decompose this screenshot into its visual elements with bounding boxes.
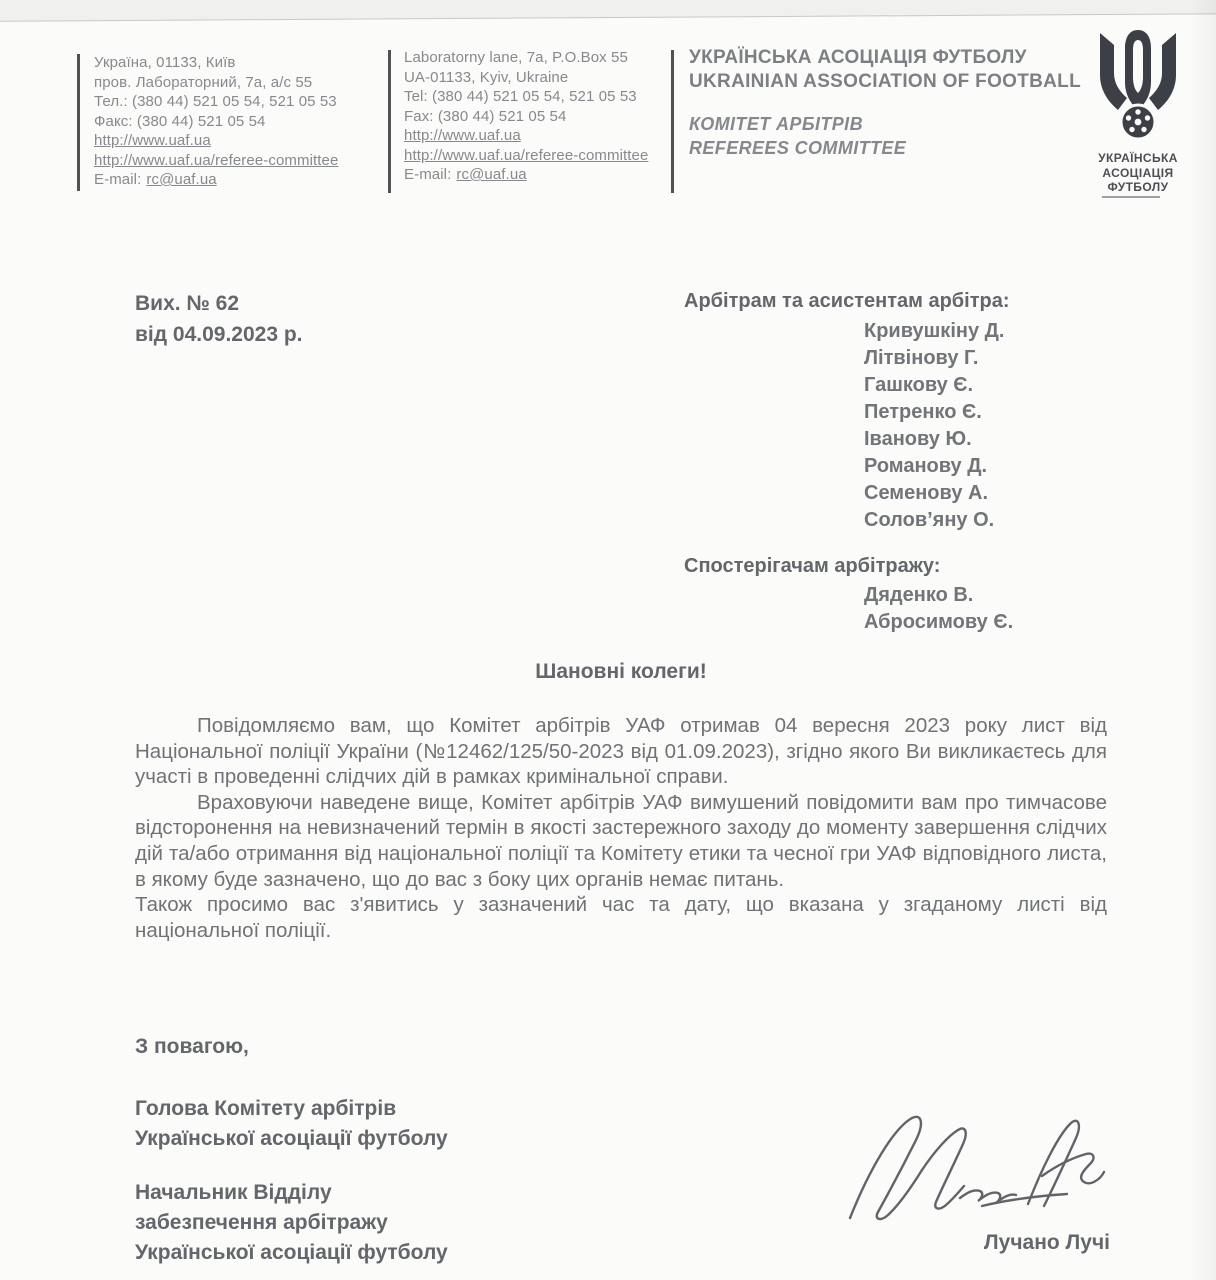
- organization-block: [689, 46, 1089, 160]
- header-divider-right: [671, 50, 674, 193]
- observers-heading: Спостерігачам арбітражу:: [684, 555, 941, 577]
- email-label: E-mail:: [94, 171, 142, 188]
- referees-list: [864, 318, 1004, 534]
- referee-name: Романову Д.: [864, 455, 988, 477]
- org-name-ua: УКРАЇНСЬКА АСОЦІАЦІЯ ФУТБОЛУ: [689, 47, 1027, 68]
- outgoing-reference: [135, 288, 303, 350]
- referee-name: Семенову А.: [864, 482, 988, 504]
- closing: З повагою,: [135, 1035, 249, 1058]
- title-line: Голова Комітету арбітрів: [135, 1097, 397, 1120]
- outgoing-date: від 04.09.2023 р.: [135, 323, 303, 346]
- uaf-trident-logo-icon: [1088, 28, 1188, 150]
- email-line: [404, 165, 674, 185]
- logo-caption-line: АСОЦІАЦІЯ: [1102, 165, 1174, 180]
- address-line: Факс: (380 44) 521 05 54: [94, 112, 266, 130]
- paragraph-1: Повідомляємо вам, що Комітет арбітрів УАФ отримав 04 вересня 2023 року лист від Національної поліції України (№12462/125/50-2023 від 01.09.2023), згідно якого Ви викликаєтесь для участі в проведенні слідчих дій в рамках кримінальної справи.: [135, 714, 1107, 789]
- address-line: Україна, 01133, Київ: [94, 54, 236, 71]
- referees-heading: Арбітрам та асистентам арбітра:: [684, 290, 1010, 312]
- paragraph-2: Враховуючи наведене вище, Комітет арбітрів УАФ вимушений повідомити вам про тимчасове відсторонення на невизначений термін в якості застережного заходу до моменту завершення слідчих дій та/або отримання від національної поліції та Комітету етики та чесної гри УАФ відповідного листа, в якому буде зазначено, що до вас з боку цих органів немає питань.: [135, 790, 1107, 891]
- logo-underline: [1102, 196, 1160, 198]
- address-line: пров. Лабораторний, 7а, а/с 55: [94, 73, 313, 91]
- logo-caption: [1078, 151, 1198, 195]
- letter-body: [135, 713, 1107, 943]
- header-divider-left: [77, 54, 80, 191]
- signer-title-head-of-department: [135, 1178, 448, 1268]
- email-address: rc@uaf.ua: [146, 171, 217, 188]
- referee-committee-url: http://www.uaf.ua/referee-committee: [404, 146, 649, 164]
- observer-name: Дяденко В.: [864, 584, 974, 606]
- title-line: Начальник Відділу: [135, 1181, 332, 1204]
- address-line: Fax: (380 44) 521 05 54: [404, 107, 567, 125]
- committee-name-en: REFEREES COMMITTEE: [689, 138, 907, 158]
- observer-name: Абросимову Є.: [864, 611, 1014, 633]
- referee-committee-url: http://www.uaf.ua/referee-committee: [94, 151, 339, 169]
- referee-name: Кривушкіну Д.: [864, 320, 1005, 342]
- address-column-ua: [94, 53, 374, 190]
- signer-title-head-of-committee: [135, 1094, 448, 1154]
- referee-name: Петренко Є.: [864, 401, 982, 423]
- outgoing-number: Вих. № 62: [135, 292, 240, 315]
- title-line: Української асоціації футболу: [135, 1127, 448, 1150]
- signer-name: Лучано Лучі: [983, 1231, 1110, 1254]
- org-name-en: UKRAINIAN ASSOCIATION OF FOOTBALL: [689, 71, 1081, 92]
- referee-name: Солов’яну О.: [864, 509, 995, 531]
- address-column-en: [404, 48, 674, 185]
- address-line: Laboratorny lane, 7a, P.O.Box 55: [404, 49, 628, 66]
- logo-caption-line: ФУТБОЛУ: [1107, 180, 1169, 194]
- title-line: Української асоціації футболу: [135, 1241, 448, 1264]
- salutation: Шановні колеги!: [535, 660, 707, 683]
- uaf-website-url: http://www.uaf.ua: [94, 132, 211, 149]
- address-line: Тел.: (380 44) 521 05 54, 521 05 53: [94, 93, 337, 110]
- address-line: UA-01133, Kyiv, Ukraine: [404, 68, 569, 86]
- paragraph-3: Також просимо вас з'явитись у зазначений час та дату, що вказана у згаданому листі від національної поліції.: [135, 893, 1107, 942]
- observers-list: [864, 582, 1013, 636]
- handwritten-signature: [842, 1106, 1122, 1231]
- logo-caption-line: УКРАЇНСЬКА: [1098, 151, 1178, 165]
- committee-name-ua: КОМІТЕТ АРБІТРІВ: [689, 114, 863, 134]
- email-address: rc@uaf.ua: [456, 166, 527, 183]
- email-label: E-mail:: [404, 166, 452, 183]
- title-line: забезпечення арбітражу: [135, 1211, 388, 1234]
- header-divider-middle: [388, 50, 391, 193]
- scan-edge-artifact: [0, 0, 1216, 22]
- uaf-website-url: http://www.uaf.ua: [404, 127, 521, 144]
- email-line: [94, 170, 374, 190]
- referee-name: Гашкову Є.: [864, 374, 974, 396]
- referee-name: Іванову Ю.: [864, 428, 972, 450]
- referee-name: Літвінову Г.: [864, 347, 979, 369]
- address-line: Tel: (380 44) 521 05 54, 521 05 53: [404, 88, 637, 105]
